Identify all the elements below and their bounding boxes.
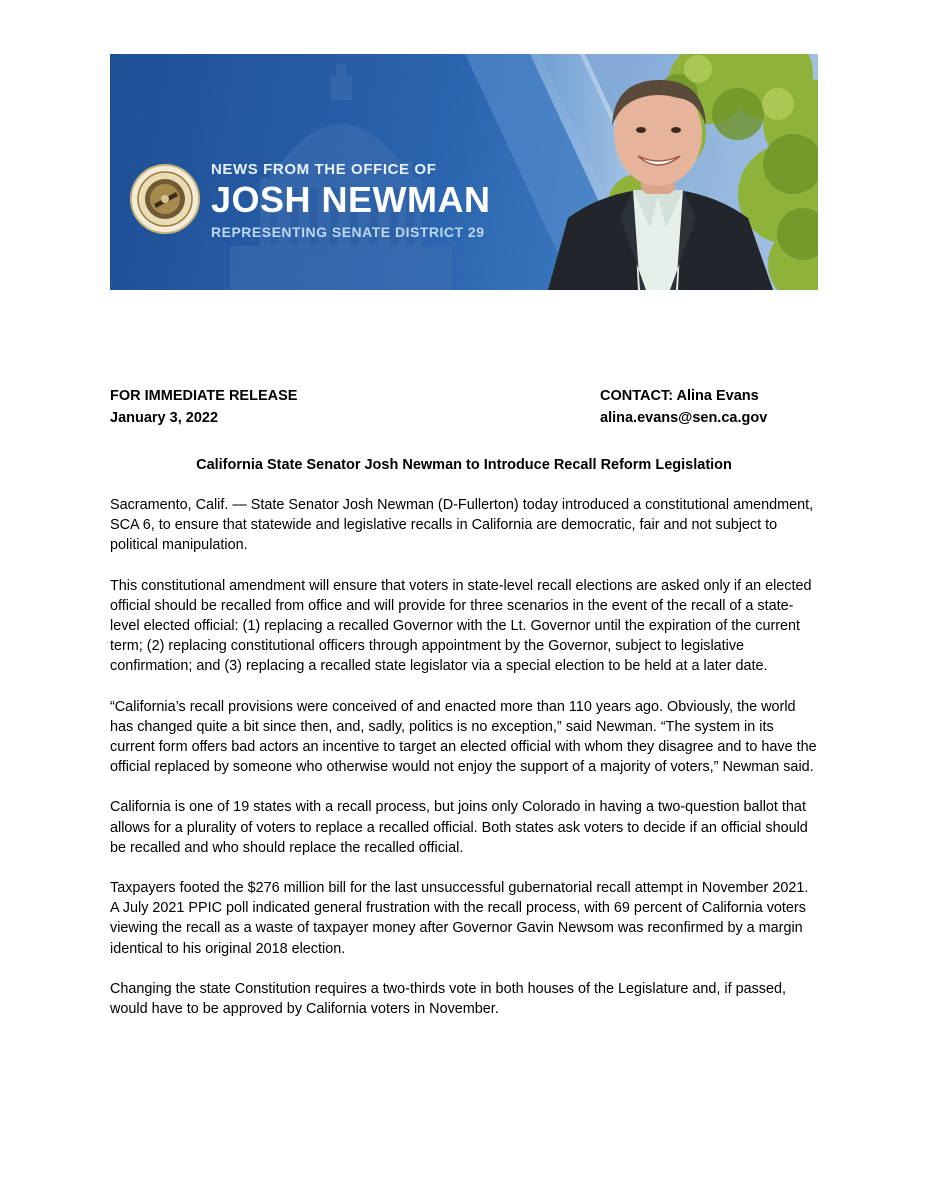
contact-info <box>600 385 767 429</box>
press-release-headline: California State Senator Josh Newman to Introduce Recall Reform Legislation <box>196 457 732 473</box>
release-date: January 3, 2022 <box>110 410 219 426</box>
california-senate-seal-icon <box>130 164 200 234</box>
body-paragraph: This constitutional amendment will ensure that voters in state-level recall elections are asked only if an elected official should be recalled from office and will provide for three scenarios in the event of the recall of a state-level elected official: (1) replacing a recalled Governor with the Lt. Governor until the expiration of the current term; (2) replacing constitutional officers through appointment by the Governor, subject to legislative confirmation; and (3) replacing a recalled state legislator via a special election to be held at a later date. <box>110 577 812 675</box>
banner-senator-name: JOSH NEWMAN <box>211 179 491 220</box>
banner-district: REPRESENTING SENATE DISTRICT 29 <box>211 224 485 240</box>
release-label: FOR IMMEDIATE RELEASE <box>110 388 298 404</box>
contact-label: CONTACT: Alina Evans <box>600 388 759 404</box>
body-paragraph: California is one of 19 states with a recall process, but joins only Colorado in having a two-question ballot that allows for a plurality of voters to replace a recalled official. Both states ask voters to decide if an official should be recalled and who should replace the recalled official. <box>110 799 808 856</box>
senator-portrait-image <box>528 68 788 290</box>
body-paragraph: “California’s recall provisions were conceived of and enacted more than 110 years ago. Obviously, the world has changed quite a bit since then, and, sadly, politics is no exception,” said Newman. “The system in its current form offers bad actors an incentive to target an elected official with whom they disagree and to have the official replaced by someone who otherwise would not enjoy the support of a majority of voters,” Newman said. <box>110 698 817 776</box>
body-paragraph: Sacramento, Calif. — State Senator Josh Newman (D-Fullerton) today introduced a constitutional amendment, SCA 6, to ensure that statewide and legislative recalls in California are democratic, fair and not subject to political manipulation. <box>110 497 814 554</box>
banner-title-block <box>211 161 491 241</box>
body-paragraph: Taxpayers footed the $276 million bill for the last unsuccessful gubernatorial recall attempt in November 2021. A July 2021 PPIC poll indicated general frustration with the recall process, with 69 percent of California voters viewing the recall as a waste of taxpayer money after Governor Gavin Newsom was reconfirmed by a margin identical to his original 2018 election. <box>110 880 809 957</box>
banner-kicker: NEWS FROM THE OFFICE OF <box>211 161 437 178</box>
release-info <box>110 385 297 429</box>
contact-email[interactable]: alina.evans@sen.ca.gov <box>600 410 768 426</box>
press-release-body <box>110 495 818 1039</box>
body-paragraph: Changing the state Constitution requires a two-thirds vote in both houses of the Legislature and, if passed, would have to be approved by California voters in November. <box>110 980 786 1018</box>
header-banner <box>110 54 818 290</box>
